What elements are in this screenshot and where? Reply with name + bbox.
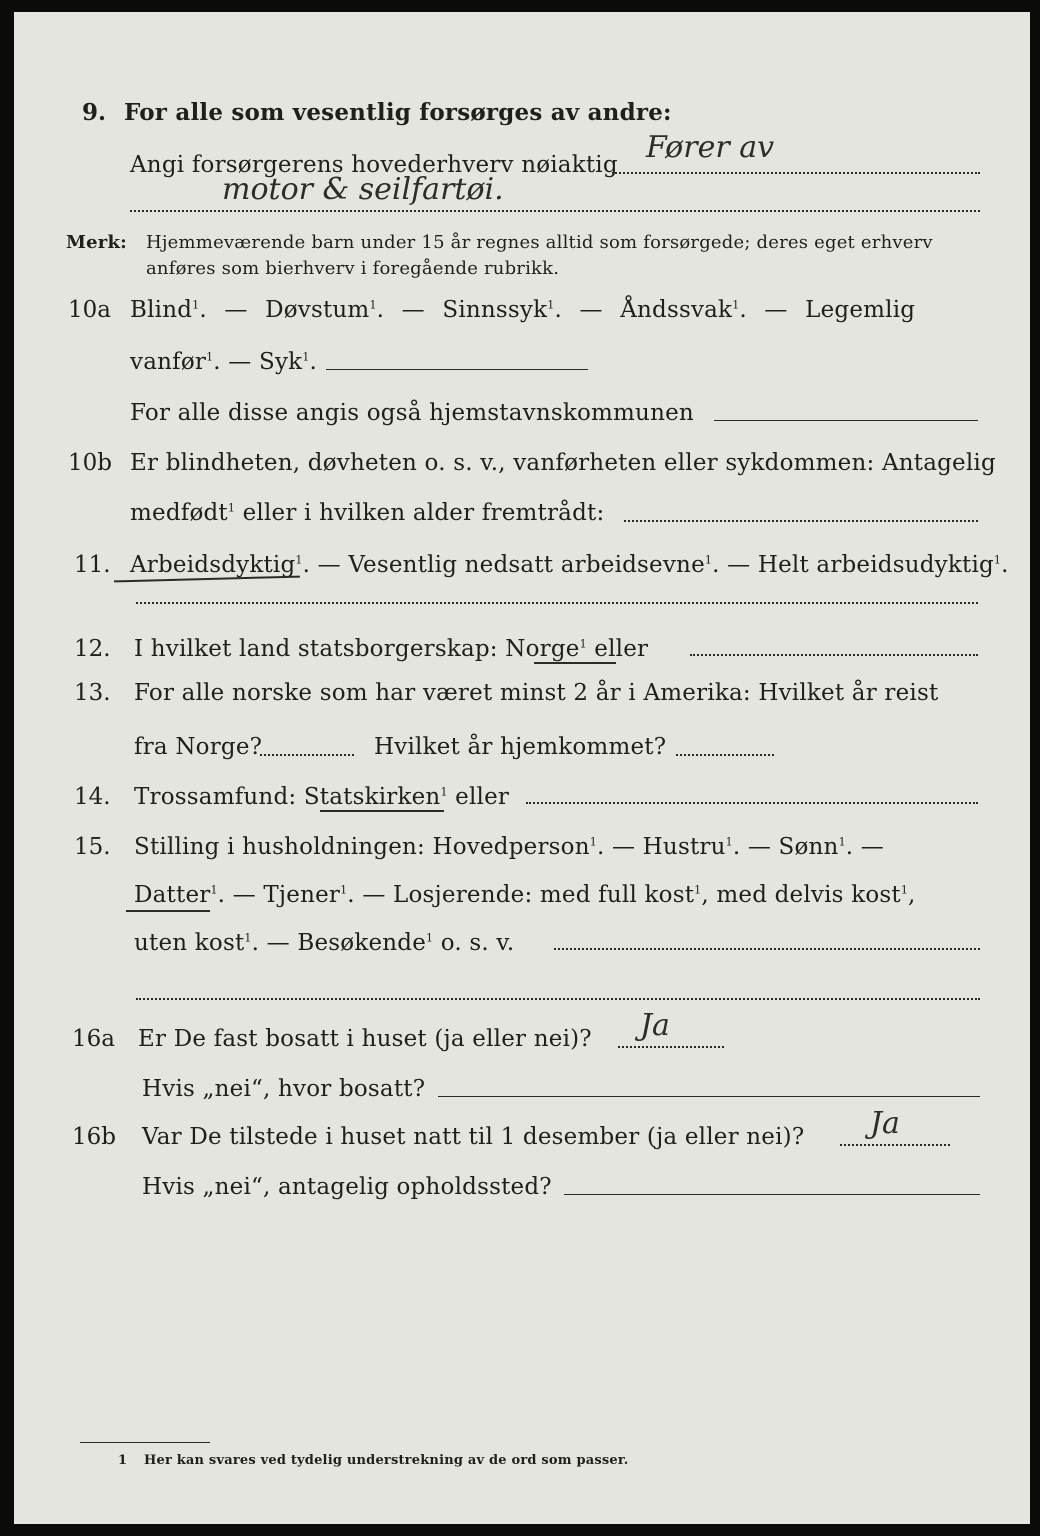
q13-line-2b: Hvilket år hjemkommet? (374, 734, 667, 760)
q16b-handwritten-answer: Ja (870, 1106, 900, 1141)
q11-number: 11. (74, 552, 111, 578)
q9-answer-line-2 (130, 210, 980, 212)
q12-number: 12. (74, 636, 111, 662)
merk-text-line-1: Hjemmeværende barn under 15 år regnes alltid som forsørgede; deres eget erhverv (146, 232, 933, 253)
q15-line-2: Datter$^1$. — Tjener$^1$. — Losjerende: med full kost$^1$, med delvis kost$^1$, (134, 882, 916, 908)
q10a-sick-answer-line (326, 369, 588, 370)
q15-line-1: Stilling i husholdningen: Hovedperson$^1$. — Hustru$^1$. — Sønn$^1$. — (134, 834, 885, 860)
merk-text-line-2: anføres som bierhverv i foregående rubrikk. (146, 258, 560, 279)
q14-number: 14. (74, 784, 111, 810)
q9-handwritten-answer-2: motor & seilfartøi. (222, 172, 504, 207)
q10a-line-3: For alle disse angis også hjemstavnskommunen (130, 400, 694, 426)
q14-handwritten-underline (320, 810, 444, 812)
q16a-line-2: Hvis „nei“, hvor bosatt? (142, 1076, 426, 1102)
q10a-hometown-answer-line (714, 420, 978, 421)
q9-handwritten-answer-1: Fører av (646, 130, 775, 165)
q16a-number: 16a (72, 1026, 115, 1052)
census-form-page (14, 12, 1030, 1524)
q10a-line-1: Blind$^1$. — Døvstum$^1$. — Sinnssyk$^1$. — Åndssvak$^1$. — Legemlig (130, 297, 916, 323)
footnote-text: Her kan svares ved tydelig understrekning av de ord som passer. (144, 1453, 629, 1468)
q13-year-left-answer-line (260, 754, 354, 756)
q14-line: Trossamfund: Statskirken$^1$ eller (134, 784, 510, 810)
q10b-line-1: Er blindheten, døvheten o. s. v., vanførheten eller sykdommen: Antagelig (130, 450, 996, 476)
q9-answer-line-1 (612, 172, 980, 174)
q16b-whereabouts-answer-line (564, 1194, 980, 1195)
q12-handwritten-underline (534, 662, 616, 664)
q15-answer-line-1 (554, 948, 980, 950)
q16a-line-1: Er De fast bosatt i huset (ja eller nei)? (138, 1026, 592, 1052)
q15-line-3: uten kost$^1$. — Besøkende$^1$ o. s. v. (134, 930, 515, 956)
q13-number: 13. (74, 680, 111, 706)
q12-answer-line (690, 654, 978, 656)
q15-answer-line-2 (136, 998, 980, 1000)
merk-label: Merk: (66, 232, 127, 253)
q16b-line-2: Hvis „nei“, antagelig opholdssted? (142, 1174, 552, 1200)
q13-line-2a: fra Norge? (134, 734, 263, 760)
q9-number: 9. (82, 99, 107, 126)
q10a-number: 10a (68, 297, 111, 323)
q11-line: Arbeidsdyktig$^1$. — Vesentlig nedsatt arbeidsevne$^1$. — Helt arbeidsudyktig$^1$. (130, 552, 1009, 578)
q10b-answer-line (624, 520, 978, 522)
q12-line: I hvilket land statsborgerskap: Norge$^1$ eller (134, 636, 649, 662)
q10a-line-2: vanfør$^1$. — Syk$^1$. (130, 349, 318, 375)
q10b-number: 10b (68, 450, 112, 476)
footnote-mark: 1 (118, 1453, 128, 1468)
q10b-line-2: medfødt$^1$ eller i hvilken alder fremtrådt: (130, 500, 605, 526)
q11-answer-line (136, 602, 978, 604)
q9-prompt: Angi forsørgerens hovederhverv nøiaktig (130, 152, 618, 178)
q16a-answer-line (618, 1046, 724, 1048)
q15-number: 15. (74, 834, 111, 860)
q16b-line-1: Var De tilstede i huset natt til 1 desember (ja eller nei)? (142, 1124, 805, 1150)
q9-title: For alle som vesentlig forsørges av andre: (124, 99, 672, 126)
q16b-answer-line (840, 1144, 950, 1146)
footnote-rule (80, 1442, 210, 1443)
q16a-residence-answer-line (438, 1096, 980, 1097)
q14-answer-line (526, 802, 978, 804)
q16b-number: 16b (72, 1124, 116, 1150)
q15-handwritten-underline (126, 910, 210, 912)
q13-line-1: For alle norske som har været minst 2 år i Amerika: Hvilket år reist (134, 680, 939, 706)
q13-year-returned-answer-line (676, 754, 774, 756)
q16a-handwritten-answer: Ja (640, 1008, 670, 1043)
